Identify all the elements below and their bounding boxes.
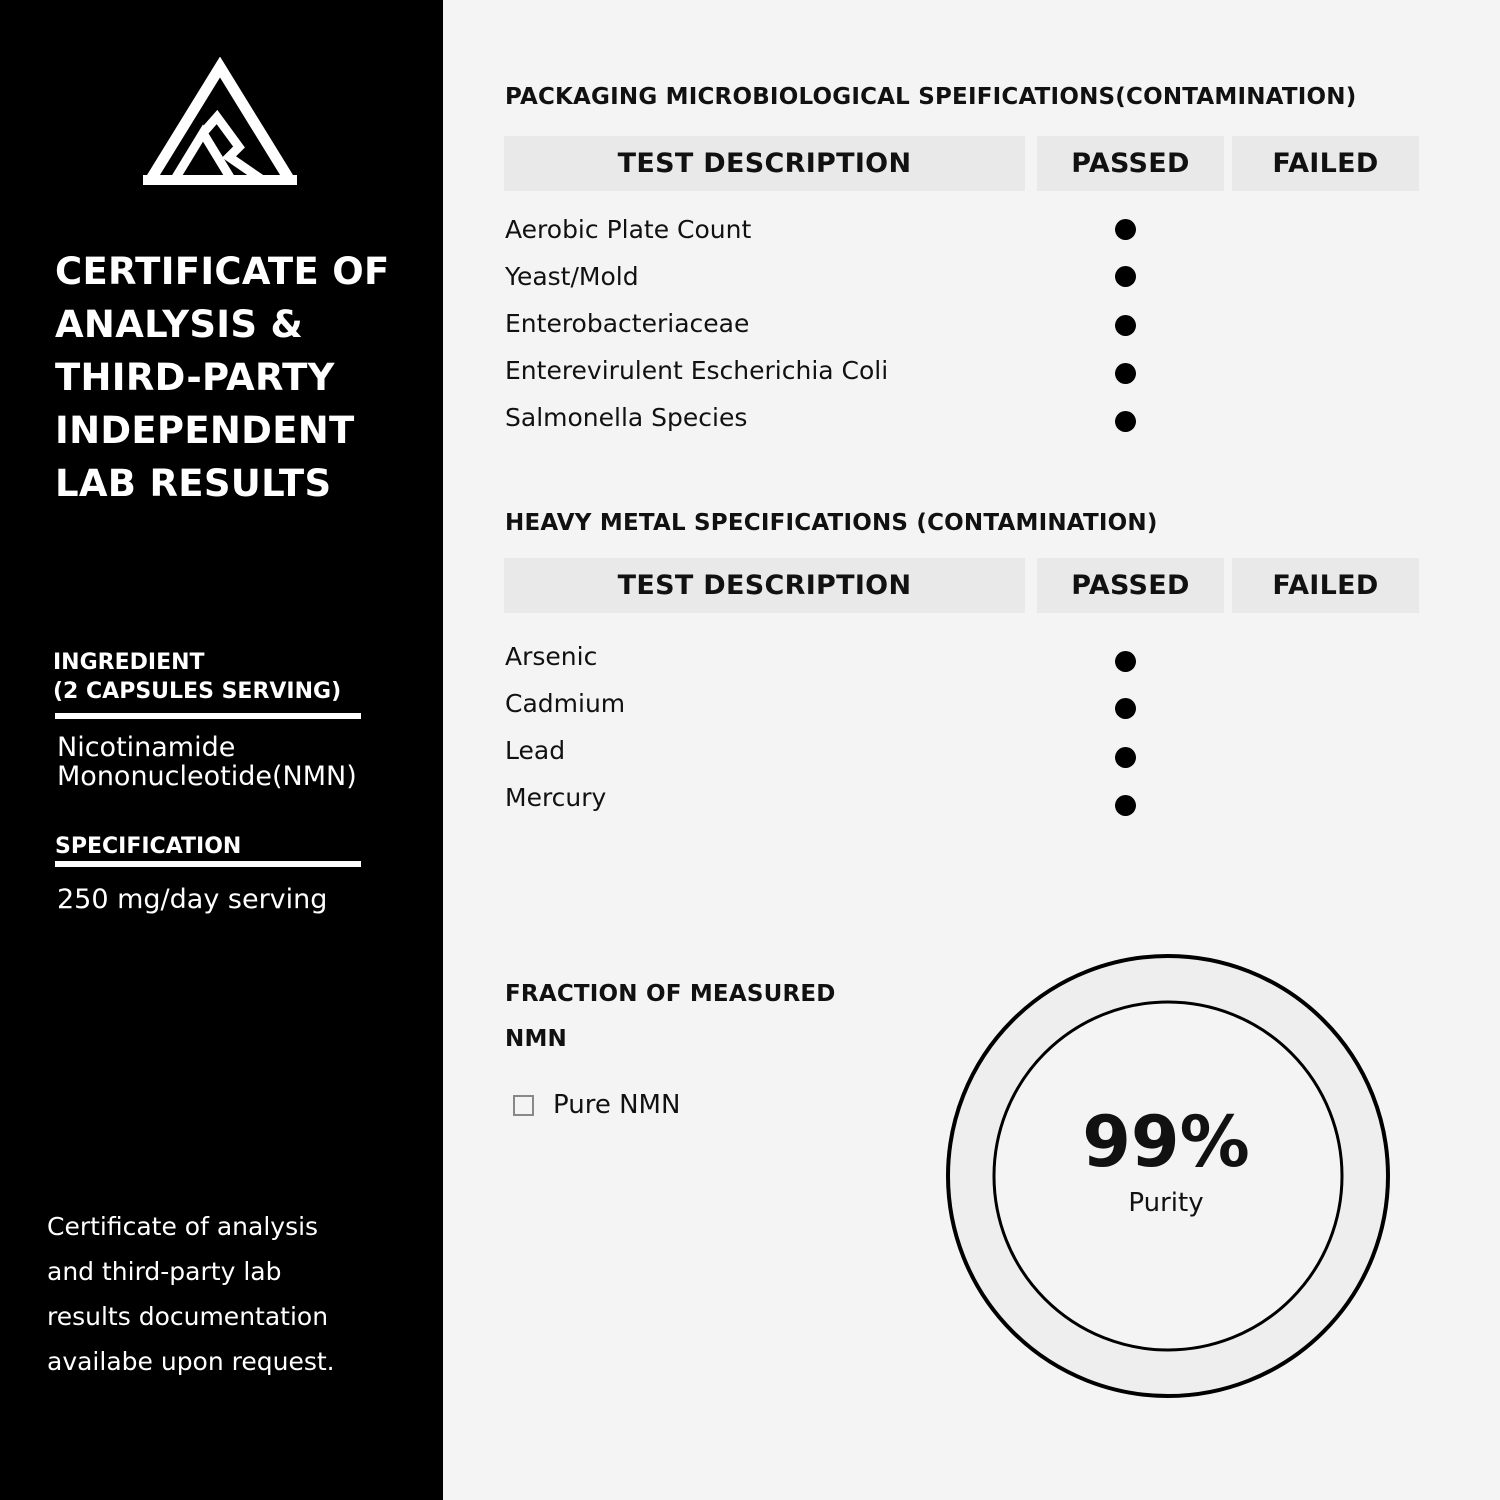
footnote: [47, 1204, 417, 1384]
sidebar: [0, 0, 443, 1500]
specification-value: 250 mg/day serving: [57, 884, 328, 915]
microbiology-passed-dot: [1115, 266, 1136, 287]
certificate-title: [55, 245, 425, 510]
ingredient-value-line1: Nicotinamide: [57, 732, 236, 763]
microbiology-row-label: Enterevirulent Escherichia Coli: [505, 356, 889, 385]
footnote-line: availabe upon request.: [47, 1347, 335, 1376]
microbiology-row-label: Enterobacteriaceae: [505, 309, 750, 338]
microbiology-passed-dot: [1115, 315, 1136, 336]
pure-nmn-legend-label: Pure NMN: [553, 1090, 681, 1120]
pure-nmn-legend-swatch: [513, 1095, 534, 1116]
heavy-metal-section-title: HEAVY METAL SPECIFICATIONS (CONTAMINATION): [505, 510, 1158, 536]
purity-label: Purity: [1128, 1188, 1204, 1218]
certificate-title-line: CERTIFICATE OF: [55, 250, 390, 293]
heavy-metal-passed-dot: [1115, 651, 1136, 672]
footnote-line: Certificate of analysis: [47, 1212, 319, 1241]
fraction-title-line: NMN: [505, 1026, 567, 1052]
microbiology-row-label: Aerobic Plate Count: [505, 215, 752, 244]
microbiology-passed-dot: [1115, 363, 1136, 384]
footnote-line: and third-party lab: [47, 1257, 282, 1286]
ingredient-value-line2: Mononucleotide(NMN): [57, 761, 357, 792]
microbiology-passed-dot: [1115, 411, 1136, 432]
specification-label: SPECIFICATION: [55, 834, 242, 859]
microbiology-passed-dot: [1115, 219, 1136, 240]
purity-value: 99%: [1082, 1101, 1250, 1183]
heavy-metal-row-label: Mercury: [505, 783, 607, 812]
specification-divider: [55, 861, 361, 867]
heavy-metal-header-passed: PASSED: [1037, 558, 1224, 613]
heavy-metal-passed-dot: [1115, 698, 1136, 719]
ingredient-serving-label: (2 CAPSULES SERVING): [53, 679, 342, 704]
microbiology-row-label: Salmonella Species: [505, 403, 748, 432]
certificate-title-line: ANALYSIS &: [55, 303, 304, 346]
heavy-metal-header-failed: FAILED: [1232, 558, 1419, 613]
heavy-metal-row-label: Arsenic: [505, 642, 598, 671]
heavy-metal-passed-dot: [1115, 747, 1136, 768]
fraction-title-line: FRACTION OF MEASURED: [505, 981, 836, 1007]
microbiology-header-passed: PASSED: [1037, 136, 1224, 191]
heavy-metal-header-test-description: TEST DESCRIPTION: [504, 558, 1025, 613]
heavy-metal-row-label: Cadmium: [505, 689, 626, 718]
certificate-title-line: THIRD-PARTY: [55, 356, 335, 399]
microbiology-header-failed: FAILED: [1232, 136, 1419, 191]
ingredient-divider: [55, 713, 361, 719]
microbiology-header-test-description: TEST DESCRIPTION: [504, 136, 1025, 191]
brand-logo-icon: [143, 57, 297, 185]
footnote-line: results documentation: [47, 1302, 329, 1331]
certificate-title-line: LAB RESULTS: [55, 462, 332, 505]
heavy-metal-passed-dot: [1115, 795, 1136, 816]
certificate-title-line: INDEPENDENT: [55, 409, 355, 452]
microbiology-section-title: PACKAGING MICROBIOLOGICAL SPEIFICATIONS(CONTAMINATION): [505, 84, 1357, 110]
ingredient-label: INGREDIENT: [53, 650, 205, 675]
fraction-section-title: [505, 972, 905, 1062]
microbiology-row-label: Yeast/Mold: [505, 262, 639, 291]
heavy-metal-row-label: Lead: [505, 736, 566, 765]
